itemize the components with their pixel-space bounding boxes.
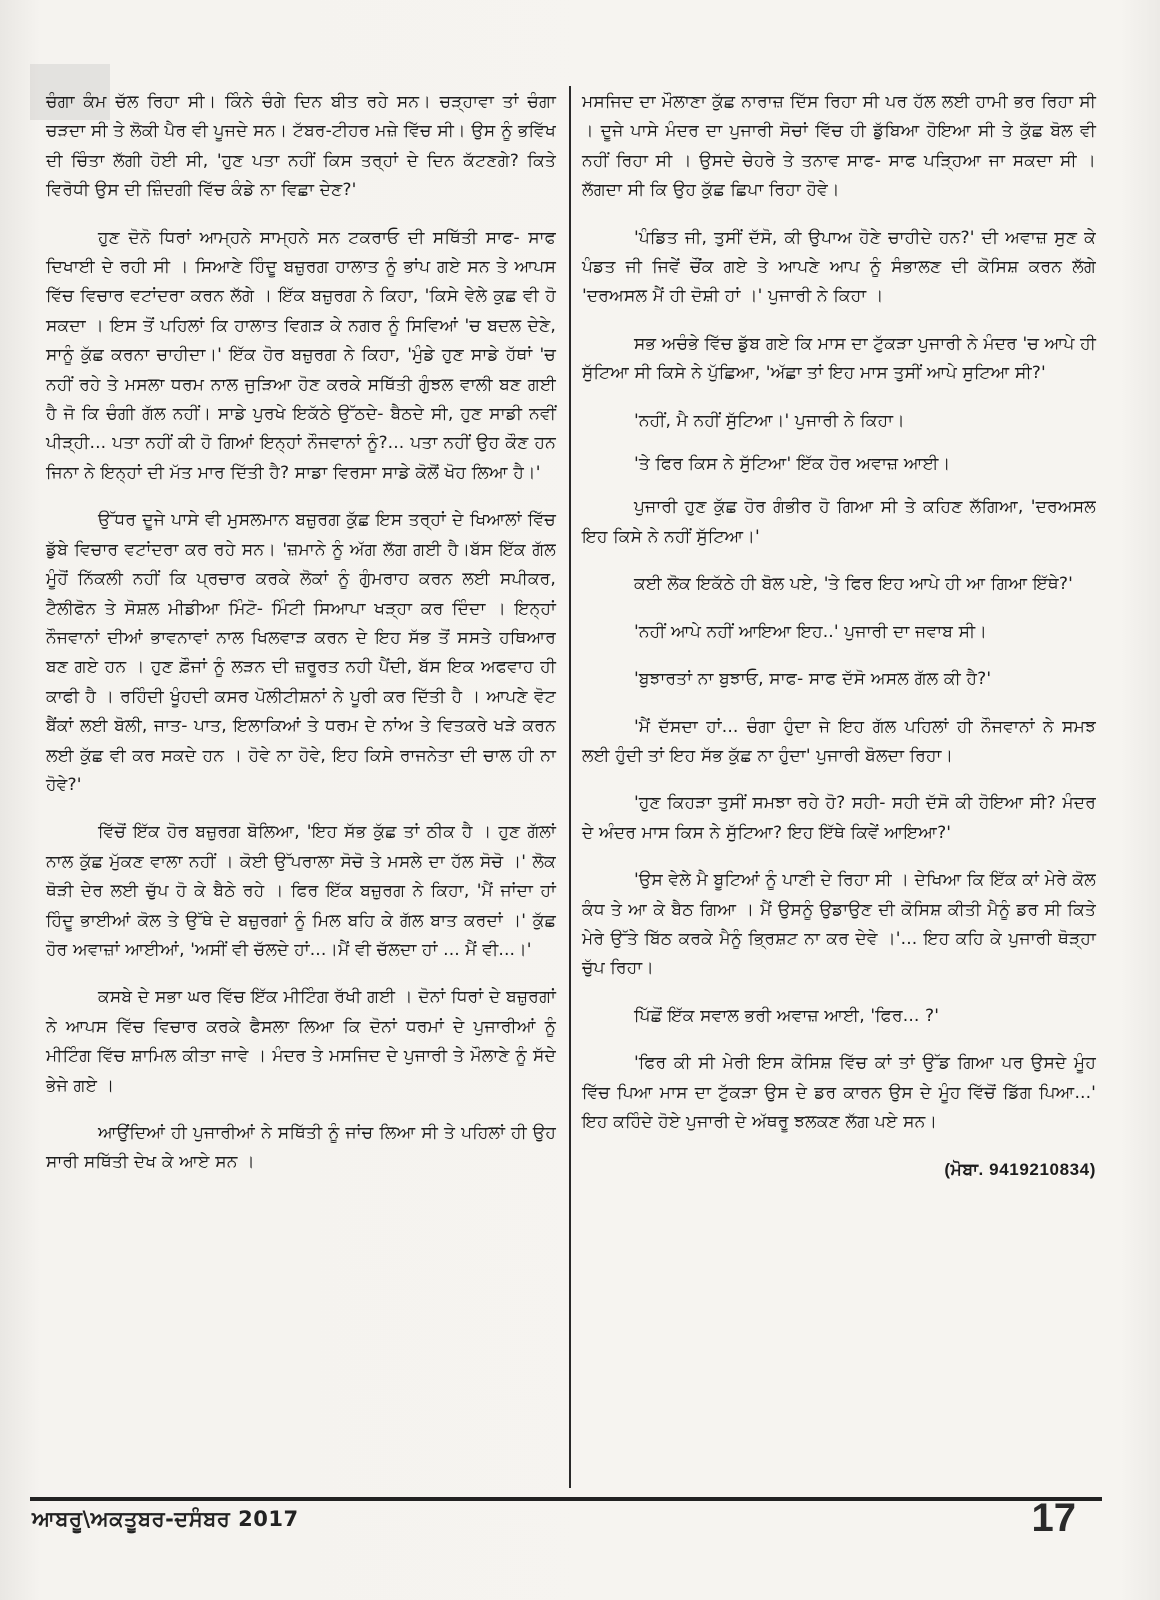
paragraph: ਮਸਜਿਦ ਦਾ ਮੌਲਾਣਾ ਕੁੱਛ ਨਾਰਾਜ਼ ਦਿੱਸ ਰਿਹਾ ਸੀ ਪਰ ਹੱਲ ਲਈ ਹਾਮੀ ਭਰ ਰਿਹਾ ਸੀ । ਦੂਜੇ ਪਾਸੇ ਮੰਦਰ ਦਾ ਪੁਜਾਰੀ ਸੋਚਾਂ ਵਿੱਚ ਹੀ ਡੁੱਬਿਆ ਹੋਇਆ ਸੀ ਤੇ ਕੁੱਛ ਬੋਲ ਵੀ ਨਹੀਂ ਰਿਹਾ ਸੀ । ਉਸਦੇ ਚੇਹਰੇ ਤੇ ਤਨਾਵ ਸਾਫ- ਸਾਫ ਪੜ੍ਹਿਆ ਜਾ ਸਕਦਾ ਸੀ । ਲੱਗਦਾ ਸੀ ਕਿ ਉਹ ਕੁੱਛ ਛਿਪਾ ਰਿਹਾ ਹੋਵੇ। xyxy=(582,92,1096,201)
footer-magazine-issue: ਆਬਰੂ\ਅਕਤੂਬਰ-ਦਸੰਬਰ 2017 xyxy=(32,1507,299,1531)
paragraph: 'ਤੇ ਫਿਰ ਕਿਸ ਨੇ ਸੁੱਟਿਆ' ਇੱਕ ਹੋਰ ਅਵਾਜ਼ ਆਈ। xyxy=(634,454,951,475)
paragraph: 'ਨਹੀਂ ਆਪੇ ਨਹੀਂ ਆਇਆ ਇਹ..' ਪੁਜਾਰੀ ਦਾ ਜਵਾਬ ਸੀ। xyxy=(634,621,988,642)
paragraph: 'ਹੁਣ ਕਿਹੜਾ ਤੁਸੀਂ ਸਮਝਾ ਰਹੇ ਹੋ? ਸਹੀ- ਸਹੀ ਦੱਸੋ ਕੀ ਹੋਇਆ ਸੀ? ਮੰਦਰ ਦੇ ਅੰਦਰ ਮਾਸ ਕਿਸ ਨੇ ਸੁੱਟਿਆ? ਇਹ ਇੱਥੇ ਕਿਵੇਂ ਆਇਆ?' xyxy=(582,793,1096,843)
paragraph: ਉੱਧਰ ਦੂਜੇ ਪਾਸੇ ਵੀ ਮੁਸਲਮਾਨ ਬਜ਼ੁਰਗ ਕੁੱਛ ਇਸ ਤਰ੍ਹਾਂ ਦੇ ਖਿਆਲਾਂ ਵਿੱਚ ਡੁੱਬੇ ਵਿਚਾਰ ਵਟਾਂਦਰਾ ਕਰ ਰਹੇ ਸਨ। 'ਜ਼ਮਾਨੇ ਨੂੰ ਅੱਗ ਲੱਗ ਗਈ ਹੈ।ਬੱਸ ਇੱਕ ਗੱਲ ਮੂੰਹੋਂ ਨਿੱਕਲੀ ਨਹੀਂ ਕਿ ਪ੍ਰਚਾਰ ਕਰਕੇ ਲੋਕਾਂ ਨੂੰ ਗੁੰਮਰਾਹ ਕਰਨ ਲਈ ਸਪੀਕਰ, ਟੈਲੀਫੋਨ ਤੇ ਸੋਸ਼ਲ ਮੀਡੀਆ ਮਿੰਟੋ- ਮਿੰਟੀ ਸਿਆਪਾ ਖੜ੍ਹਾ ਕਰ ਦਿੰਦਾ । ਇਨ੍ਹਾਂ ਨੌਜਵਾਨਾਂ ਦੀਆਂ ਭਾਵਨਾਵਾਂ ਨਾਲ ਖਿਲਵਾੜ ਕਰਨ ਦੇ ਇਹ ਸੱਭ ਤੋਂ ਸਸਤੇ ਹਥਿਆਰ ਬਣ ਗਏ ਹਨ । ਹੁਣ ਫ਼ੌਜਾਂ ਨੂੰ ਲੜਨ ਦੀ ਜ਼ਰੂਰਤ ਨਹੀ ਪੈਂਦੀ, ਬੱਸ ਇਕ ਅਫਵਾਹ ਹੀ ਕਾਫੀ ਹੈ । ਰਹਿੰਦੀ ਖੂੰਹਦੀ ਕਸਰ ਪੋਲੀਟੀਸ਼ਨਾਂ ਨੇ ਪੂਰੀ ਕਰ ਦਿੱਤੀ ਹੈ । ਆਪਣੇ ਵੋਟ ਬੈਂਕਾਂ ਲਈ ਬੋਲੀ, ਜਾਤ- ਪਾਤ, ਇਲਾਕਿਆਂ ਤੇ ਧਰਮ ਦੇ ਨਾਂਅ ਤੇ ਵਿਤਕਰੇ ਖੜੇ ਕਰਨ ਲਈ ਕੁੱਛ ਵੀ ਕਰ ਸਕਦੇ ਹਨ । ਹੋਵੇ ਨਾ ਹੋਵੇ, ਇਹ ਕਿਸੇ ਰਾਜਨੇਤਾ ਦੀ ਚਾਲ ਹੀ ਨਾ ਹੋਵੇ?' xyxy=(46,510,556,795)
paragraph: ਕਈ ਲੋਕ ਇਕੱਠੇ ਹੀ ਬੋਲ ਪਏ, 'ਤੇ ਫਿਰ ਇਹ ਆਪੇ ਹੀ ਆ ਗਿਆ ਇੱਥੇ?' xyxy=(634,574,1073,595)
paragraph: ਪੁਜਾਰੀ ਹੁਣ ਕੁੱਛ ਹੋਰ ਗੰਭੀਰ ਹੋ ਗਿਆ ਸੀ ਤੇ ਕਹਿਣ ਲੱਗਿਆ, 'ਦਰਅਸਲ ਇਹ ਕਿਸੇ ਨੇ ਨਹੀਂ ਸੁੱਟਿਆ।' xyxy=(582,497,1096,547)
paragraph: 'ਬੁਝਾਰਤਾਂ ਨਾ ਬੁਝਾਓ, ਸਾਫ- ਸਾਫ ਦੱਸੋ ਅਸਲ ਗੱਲ ਕੀ ਹੈ?' xyxy=(634,669,992,690)
left-column xyxy=(46,88,556,1196)
paragraph: 'ਉਸ ਵੇਲੇ ਮੈ ਬੂਟਿਆਂ ਨੂੰ ਪਾਣੀ ਦੇ ਰਿਹਾ ਸੀ । ਦੇਖਿਆ ਕਿ ਇੱਕ ਕਾਂ ਮੇਰੇ ਕੋਲ ਕੰਧ ਤੇ ਆ ਕੇ ਬੈਠ ਗਿਆ । ਮੈਂ ਉਸਨੂੰ ਉਡਾਉਣ ਦੀ ਕੋਸਿਸ਼ ਕੀਤੀ ਮੈਨੂੰ ਡਰ ਸੀ ਕਿਤੇ ਮੇਰੇ ਉੱਤੇ ਬਿੱਠ ਕਰਕੇ ਮੈਨੂੰ ਭ੍ਰਿਸ਼ਟ ਨਾ ਕਰ ਦੇਵੇ ।'... ਇਹ ਕਹਿ ਕੇ ਪੁਜਾਰੀ ਥੋੜ੍ਹਾ ਚੁੱਪ ਰਿਹਾ। xyxy=(582,870,1096,979)
paragraph: 'ਮੈਂ ਦੱਸਦਾ ਹਾਂ... ਚੰਗਾ ਹੁੰਦਾ ਜੇ ਇਹ ਗੱਲ ਪਹਿਲਾਂ ਹੀ ਨੌਜਵਾਨਾਂ ਨੇ ਸਮਝ ਲਈ ਹੁੰਦੀ ਤਾਂ ਇਹ ਸੱਭ ਕੁੱਛ ਨਾ ਹੁੰਦਾ' ਪੁਜਾਰੀ ਬੋਲਦਾ ਰਿਹਾ। xyxy=(582,716,1096,766)
right-column xyxy=(582,88,1096,1185)
paragraph: ਕਸਬੇ ਦੇ ਸਭਾ ਘਰ ਵਿੱਚ ਇੱਕ ਮੀਟਿੰਗ ਰੱਖੀ ਗਈ । ਦੋਨਾਂ ਧਿਰਾਂ ਦੇ ਬਜ਼ੁਰਗਾਂ ਨੇ ਆਪਸ ਵਿੱਚ ਵਿਚਾਰ ਕਰਕੇ ਫੈਸਲਾ ਲਿਆ ਕਿ ਦੋਨਾਂ ਧਰਮਾਂ ਦੇ ਪੁਜਾਰੀਆਂ ਨੂੰ ਮੀਟਿੰਗ ਵਿੱਚ ਸ਼ਾਮਿਲ ਕੀਤਾ ਜਾਵੇ । ਮੰਦਰ ਤੇ ਮਸਜਿਦ ਦੇ ਪੁਜਾਰੀ ਤੇ ਮੌਲਾਣੇ ਨੂੰ ਸੱਦੇ ਭੇਜੇ ਗਏ । xyxy=(46,987,556,1096)
paragraph: 'ਫਿਰ ਕੀ ਸੀ ਮੇਰੀ ਇਸ ਕੋਸਿਸ਼ ਵਿੱਚ ਕਾਂ ਤਾਂ ਉੱਡ ਗਿਆ ਪਰ ਉਸਦੇ ਮੂੰਹ ਵਿੱਚ ਪਿਆ ਮਾਸ ਦਾ ਟੁੱਕੜਾ ਉਸ ਦੇ ਡਰ ਕਾਰਨ ਉਸ ਦੇ ਮੂੰਹ ਵਿੱਚੋਂ ਡਿੱਗ ਪਿਆ...' ਇਹ ਕਹਿੰਦੇ ਹੋਏ ਪੁਜਾਰੀ ਦੇ ਅੱਥਰੂ ਝਲਕਣ ਲੱਗ ਪਏ ਸਨ। xyxy=(582,1053,1096,1132)
footer-rule xyxy=(30,1497,1102,1501)
paragraph: ਸਭ ਅਚੰਭੇ ਵਿੱਚ ਡੁੱਬ ਗਏ ਕਿ ਮਾਸ ਦਾ ਟੁੱਕੜਾ ਪੁਜਾਰੀ ਨੇ ਮੰਦਰ 'ਚ ਆਪੇ ਹੀ ਸੁੱਟਿਆ ਸੀ ਕਿਸੇ ਨੇ ਪੁੱਛਿਆ, 'ਅੱਛਾ ਤਾਂ ਇਹ ਮਾਸ ਤੁਸੀਂ ਆਪੇ ਸੁਟਿਆ ਸੀ?' xyxy=(582,333,1097,384)
paragraph: ਪਿੱਛੋਂ ਇੱਕ ਸਵਾਲ ਭਰੀ ਅਵਾਜ਼ ਆਈ, 'ਫਿਰ... ?' xyxy=(634,1005,940,1026)
paragraph: ਵਿੱਚੋਂ ਇੱਕ ਹੋਰ ਬਜ਼ੁਰਗ ਬੋਲਿਆ, 'ਇਹ ਸੱਭ ਕੁੱਛ ਤਾਂ ਠੀਕ ਹੈ । ਹੁਣ ਗੱਲਾਂ ਨਾਲ ਕੁੱਛ ਮੁੱਕਣ ਵਾਲਾ ਨਹੀਂ । ਕੋਈ ਉੱਪਰਾਲਾ ਸੋਚੋ ਤੇ ਮਸਲੇ ਦਾ ਹੱਲ ਸੋਚੋ ।' ਲੋਕ ਥੋੜੀ ਦੇਰ ਲਈ ਚੁੱਪ ਹੋ ਕੇ ਬੈਠੇ ਰਹੇ । ਫਿਰ ਇੱਕ ਬਜ਼ੁਰਗ ਨੇ ਕਿਹਾ, 'ਮੈਂ ਜਾਂਦਾ ਹਾਂ ਹਿੰਦੂ ਭਾਈਆਂ ਕੋਲ ਤੇ ਉੱਥੇ ਦੇ ਬਜ਼ੁਰਗਾਂ ਨੂੰ ਮਿਲ ਬਹਿ ਕੇ ਗੱਲ ਬਾਤ ਕਰਦਾਂ ।' ਕੁੱਛ ਹੋਰ ਅਵਾਜ਼ਾਂ ਆਈਆਂ, 'ਅਸੀਂ ਵੀ ਚੱਲਦੇ ਹਾਂ...।ਮੈਂ ਵੀ ਚੱਲਦਾ ਹਾਂ ... ਮੈਂ ਵੀ...।' xyxy=(46,822,556,960)
paragraph: ਹੁਣ ਦੋਨੋ ਧਿਰਾਂ ਆਮ੍ਹਨੇ ਸਾਮ੍ਹਨੇ ਸਨ ਟਕਰਾਓ ਦੀ ਸਥਿੱਤੀ ਸਾਫ- ਸਾਫ ਦਿਖਾਈ ਦੇ ਰਹੀ ਸੀ । ਸਿਆਣੇ ਹਿੰਦੂ ਬਜ਼ੁਰਗ ਹਾਲਾਤ ਨੂੰ ਭਾਂਪ ਗਏ ਸਨ ਤੇ ਆਪਸ ਵਿੱਚ ਵਿਚਾਰ ਵਟਾਂਦਰਾ ਕਰਨ ਲੱਗੇ । ਇੱਕ ਬਜ਼ੁਰਗ ਨੇ ਕਿਹਾ, 'ਕਿਸੇ ਵੇਲੇ ਕੁਛ ਵੀ ਹੋ ਸਕਦਾ । ਇਸ ਤੋਂ ਪਹਿਲਾਂ ਕਿ ਹਾਲਾਤ ਵਿਗੜ ਕੇ ਨਗਰ ਨੂੰ ਸਿਵਿਆਂ 'ਚ ਬਦਲ ਦੇਣੇ, ਸਾਨੂੰ ਕੁੱਛ ਕਰਨਾ ਚਾਹੀਦਾ।' ਇੱਕ ਹੋਰ ਬਜ਼ੁਰਗ ਨੇ ਕਿਹਾ, 'ਮੁੰਡੇ ਹੁਣ ਸਾਡੇ ਹੱਥਾਂ 'ਚ ਨਹੀਂ ਰਹੇ ਤੇ ਮਸਲਾ ਧਰਮ ਨਾਲ ਜੁੜਿਆ ਹੋਣ ਕਰਕੇ ਸਥਿੱਤੀ ਗੁੰਝਲ ਵਾਲੀ ਬਣ ਗਈ ਹੈ ਜੋ ਕਿ ਚੰਗੀ ਗੱਲ ਨਹੀਂ। ਸਾਡੇ ਪੁਰਖੇ ਇਕੱਠੇ ਉੱਠਦੇ- ਬੈਠਦੇ ਸੀ, ਹੁਣ ਸਾਡੀ ਨਵੀਂ ਪੀੜ੍ਹੀ... ਪਤਾ ਨਹੀਂ ਕੀ ਹੋ ਗਿਆਂ ਇਨ੍ਹਾਂ ਨੌਜਵਾਨਾਂ ਨੂੰ?... ਪਤਾ ਨਹੀਂ ਉਹ ਕੌਣ ਹਨ ਜਿਨਾ ਨੇ ਇਨ੍ਹਾਂ ਦੀ ਮੱਤ ਮਾਰ ਦਿੱਤੀ ਹੈ? ਸਾਡਾ ਵਿਰਸਾ ਸਾਡੇ ਕੋਲੋਂ ਖੋਹ ਲਿਆ ਹੈ।' xyxy=(46,227,556,483)
paragraph: 'ਨਹੀਂ, ਮੈ ਨਹੀਂ ਸੁੱਟਿਆ।' ਪੁਜਾਰੀ ਨੇ ਕਿਹਾ। xyxy=(634,410,905,431)
author-mobile: (ਮੋਬਾ. 9419210834) xyxy=(944,1160,1096,1180)
column-divider xyxy=(569,86,571,1488)
paragraph: ਆਉਂਦਿਆਂ ਹੀ ਪੁਜਾਰੀਆਂ ਨੇ ਸਥਿੱਤੀ ਨੂੰ ਜਾਂਚ ਲਿਆ ਸੀ ਤੇ ਪਹਿਲਾਂ ਹੀ ਉਹ ਸਾਰੀ ਸਥਿੱਤੀ ਦੇਖ ਕੇ ਆਏ ਸਨ । xyxy=(46,1123,556,1173)
paragraph: 'ਪੰਡਿਤ ਜੀ, ਤੁਸੀਂ ਦੱਸੋ, ਕੀ ਉਪਾਅ ਹੋਣੇ ਚਾਹੀਦੇ ਹਨ?' ਦੀ ਅਵਾਜ਼ ਸੁਣ ਕੇ ਪੰਡਤ ਜੀ ਜਿਵੇਂ ਚੌਂਕ ਗਏ ਤੇ ਆਪਣੇ ਆਪ ਨੂੰ ਸੰਭਾਲਣ ਦੀ ਕੋਸਿਸ਼ ਕਰਨ ਲੱਗੇ 'ਦਰਅਸਲ ਮੈਂ ਹੀ ਦੋਸ਼ੀ ਹਾਂ ।' ਪੁਜਾਰੀ ਨੇ ਕਿਹਾ । xyxy=(582,227,1096,307)
paragraph: ਚੰਗਾ ਕੰਮ ਚੱਲ ਰਿਹਾ ਸੀ। ਕਿੰਨੇ ਚੰਗੇ ਦਿਨ ਬੀਤ ਰਹੇ ਸਨ। ਚੜ੍ਹਾਵਾ ਤਾਂ ਚੰਗਾ ਚੜਦਾ ਸੀ ਤੇ ਲੋਕੀ ਪੈਰ ਵੀ ਪੂਜਦੇ ਸਨ। ਟੱਬਰ-ਟੀਹਰ ਮਜ਼ੇ ਵਿੱਚ ਸੀ। ਉਸ ਨੂੰ ਭਵਿੱਖ ਦੀ ਚਿੰਤਾ ਲੱਗੀ ਹੋਈ ਸੀ, 'ਹੁਣ ਪਤਾ ਨਹੀਂ ਕਿਸ ਤਰ੍ਹਾਂ ਦੇ ਦਿਨ ਕੱਟਣਗੇ? ਕਿਤੇ ਵਿਰੋਧੀ ਉਸ ਦੀ ਜ਼ਿੰਦਗੀ ਵਿੱਚ ਕੰਡੇ ਨਾ ਵਿਛਾ ਦੇਣ?' xyxy=(46,92,556,201)
page-number: 17 xyxy=(1031,1496,1076,1540)
